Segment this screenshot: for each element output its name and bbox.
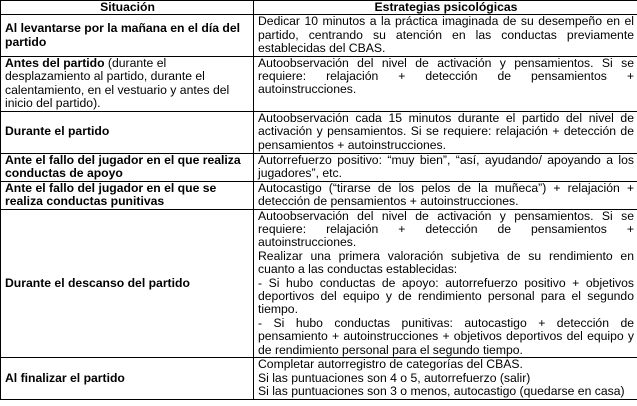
strategy-text: Autorrefuerzo positivo: “muy bien”, “así, ayudando/ apoyando a los jugadores”, etc. (258, 152, 634, 181)
table-row (1, 111, 637, 153)
situation-title: Ante el fallo del jugador en el que realiza conductas de apoyo (5, 152, 241, 181)
strategy-line: Si las puntuaciones son 4 o 5, autorrefuerzo (salir) (258, 370, 531, 385)
strategy-text: Autocastigo (“tirarse de los pelos de la muñeca”) + relajación + detección de pensamientos + autoinstrucciones. (258, 180, 634, 209)
table-row (1, 15, 637, 56)
table-row (1, 209, 637, 357)
strategy-line: Si las puntuaciones son 3 o menos, autocastigo (quedarse en casa) (258, 384, 625, 399)
situation-title: Durante el descanso del partido (5, 275, 190, 290)
strategy-cell (254, 181, 637, 209)
strategy-text: Dedicar 10 minutos a la práctica imaginada de su desempeño en el partido, centrando su atención en las conductas previamente establecidas del CBAS. (258, 14, 634, 56)
header-situation: Situación (1, 1, 254, 15)
strategy-paragraph: Autoobservación del nivel de activación y pensamientos. Si se requiere: relajación + detección de pensamientos + autoinstrucciones. (258, 208, 634, 250)
table-row (1, 153, 637, 181)
strategy-paragraph: - Si hubo conductas de apoyo: autorrefuerzo positivo + objetivos deportivos del equipo y de rendimiento personal para el segundo tiempo. (258, 275, 634, 317)
situation-title: Al finalizar el partido (5, 370, 125, 385)
situation-cell (1, 111, 254, 153)
strategy-cell (254, 15, 637, 56)
situation-cell (1, 153, 254, 181)
strategy-paragraph: - Si hubo conductas punitivas: autocastigo + detección de pensamiento + autoinstrucciones + objetivos deportivos del equipo y de rendimiento personal para el segundo tiempo. (258, 315, 634, 357)
situation-title: Durante el partido (5, 124, 110, 139)
strategy-cell (254, 358, 637, 400)
situation-cell (1, 15, 254, 56)
situation-title: Antes del partido (5, 55, 105, 70)
situation-cell (1, 181, 254, 209)
situation-detail: (durante el desplazamiento al partido, durante el calentamiento, en el vestuario y antes del inicio del partido). (5, 55, 230, 111)
strategy-text: Autoobservación cada 15 minutos durante el partido del nivel de activación y pensamientos. Si se requiere: relajación + detección de pensamientos + autoinstrucciones. (258, 111, 634, 152)
situation-cell (1, 56, 254, 111)
strategy-paragraph: Realizar una primera valoración subjetiva de su rendimiento en cuanto a las conductas establecidas: (258, 248, 634, 277)
table-row (1, 56, 637, 111)
situation-cell (1, 209, 254, 357)
situation-title: Ante el fallo del jugador en el que se realiza conductas punitivas (5, 180, 217, 209)
strategy-cell (254, 209, 637, 357)
table-row (1, 181, 637, 209)
strategy-cell (254, 153, 637, 181)
strategy-line: Completar autorregistro de categorías del CBAS. (258, 357, 523, 372)
strategy-cell (254, 111, 637, 153)
strategy-cell (254, 56, 637, 111)
situation-title: Al levantarse por la mañana en el día del partido (5, 21, 241, 49)
header-strategies: Estrategias psicológicas (254, 1, 637, 15)
table-row (1, 358, 637, 400)
strategy-text: Autoobservación del nivel de activación y pensamientos. Si se requiere: relajación + detección de pensamientos + autoinstrucciones. (258, 55, 634, 97)
situation-cell (1, 358, 254, 400)
table-header-row (1, 1, 637, 15)
